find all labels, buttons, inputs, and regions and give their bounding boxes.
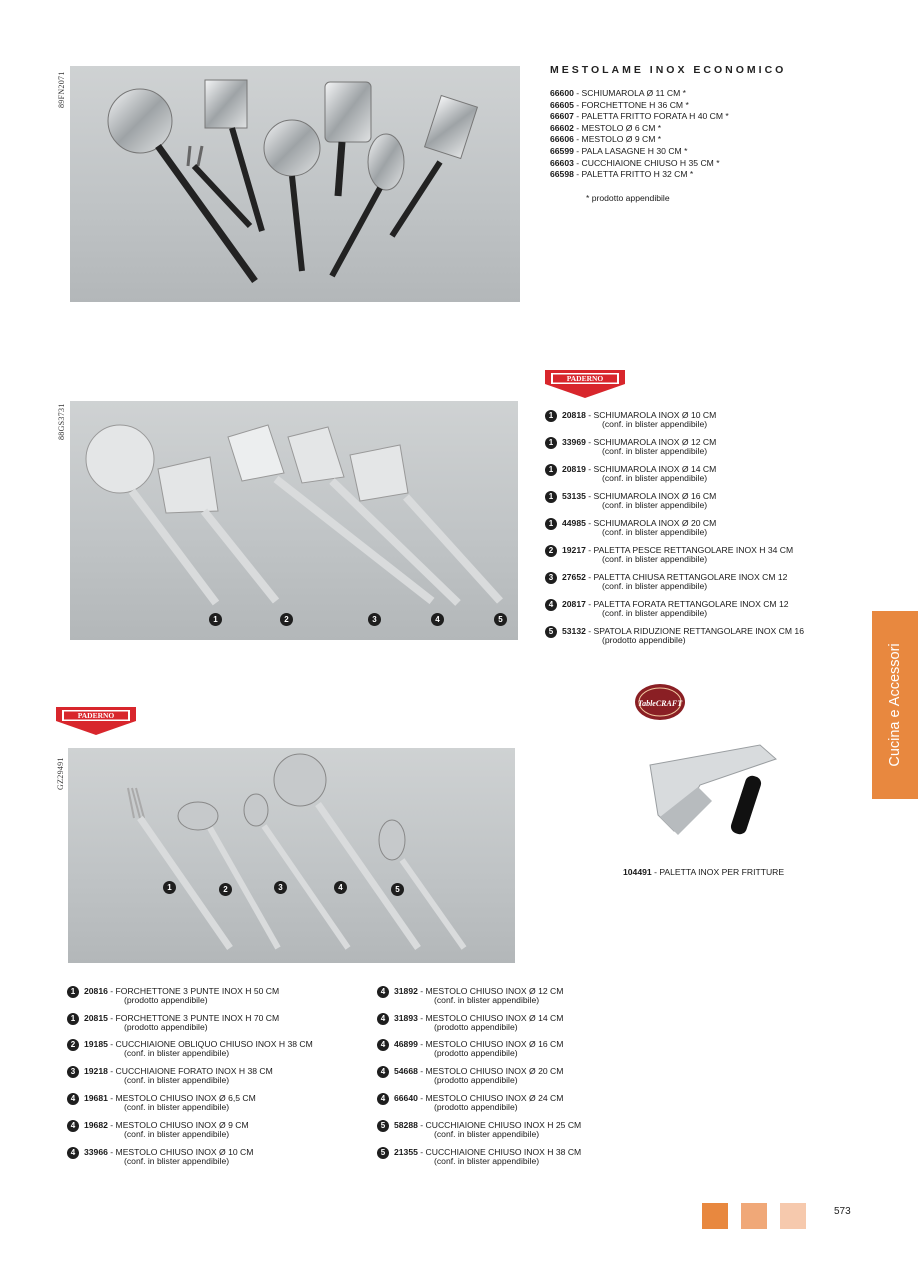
utensils-illustration — [70, 66, 520, 302]
svg-text:PADERNO: PADERNO — [566, 374, 604, 383]
section-title: MESTOLAME INOX ECONOMICO — [550, 64, 787, 76]
skimmers-illustration — [70, 401, 518, 640]
product-row: 66607 - PALETTA FRITTO FORATA H 40 CM * — [550, 111, 729, 122]
photo-badge: 2 — [219, 883, 232, 896]
product-row: 66606 - MESTOLO Ø 9 CM * — [550, 134, 662, 145]
svg-text:TableCRAFT: TableCRAFT — [637, 699, 683, 708]
section-side-tab: Cucina e Accessori — [872, 611, 918, 799]
fryer-scoop-photo — [640, 735, 790, 850]
page-number: 573 — [834, 1206, 851, 1217]
photo-code: 88GS3731 — [57, 403, 66, 440]
product-row: 66605 - FORCHETTONE H 36 CM * — [550, 99, 689, 110]
color-square-mid — [741, 1203, 767, 1229]
paderno-logo — [56, 707, 136, 735]
photo-badge: 1 — [163, 881, 176, 894]
product-photo-ladles-forks — [68, 748, 515, 963]
photo-badge: 2 — [280, 613, 293, 626]
photo-code: GZ29491 — [56, 757, 65, 790]
product-list — [550, 88, 729, 181]
photo-badge: 3 — [368, 613, 381, 626]
product-photo-skimmers-spatulas — [70, 401, 518, 640]
photo-badge: 3 — [274, 881, 287, 894]
photo-badge: 4 — [431, 613, 444, 626]
color-square-light — [780, 1203, 806, 1229]
photo-code: 89FN2071 — [57, 71, 66, 108]
photo-badge: 5 — [494, 613, 507, 626]
footnote: * prodotto appendibile — [586, 193, 670, 203]
product-row: 66602 - MESTOLO Ø 6 CM * — [550, 122, 662, 133]
paderno-logo — [545, 370, 625, 398]
color-square-dark — [702, 1203, 728, 1229]
fryer-caption: 104491 - PALETTA INOX PER FRITTURE — [623, 867, 785, 877]
product-row: 66598 - PALETTA FRITTO H 32 CM * — [550, 169, 694, 180]
product-row: 66599 - PALA LASAGNE H 30 CM * — [550, 145, 688, 156]
photo-badge: 4 — [334, 881, 347, 894]
ladles-illustration — [68, 748, 515, 963]
svg-text:PADERNO: PADERNO — [77, 711, 115, 720]
product-row: 66603 - CUCCHIAIONE CHIUSO H 35 CM * — [550, 157, 720, 168]
tablecraft-logo — [634, 683, 686, 721]
product-photo-utensil-set — [70, 66, 520, 302]
product-row: 66600 - SCHIUMAROLA Ø 11 CM * — [550, 88, 686, 98]
photo-badge: 1 — [209, 613, 222, 626]
photo-badge: 5 — [391, 883, 404, 896]
